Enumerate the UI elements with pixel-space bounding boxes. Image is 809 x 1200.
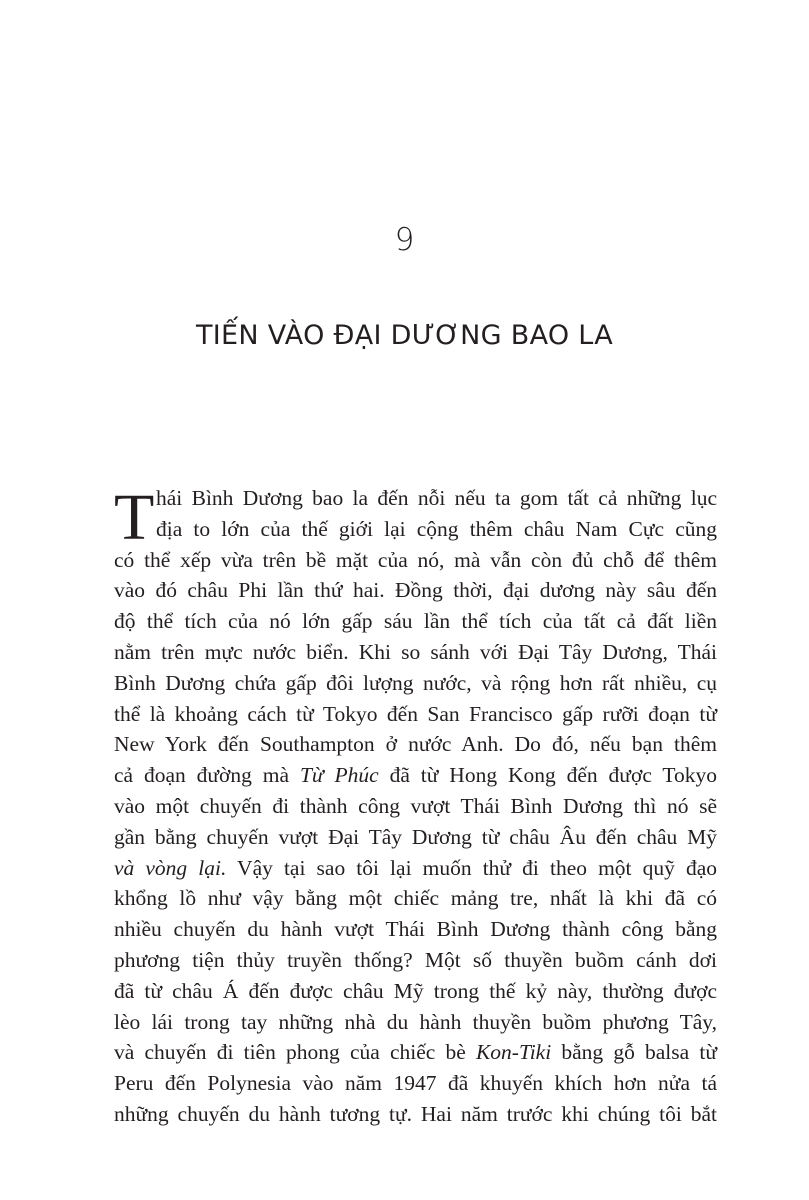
body-text: [114, 483, 717, 1130]
text-line: [114, 1068, 717, 1099]
text-line: [114, 914, 717, 945]
text-segment: khổng lồ như vậy bằng một chiếc mảng tre, nhất là khi đã có: [114, 886, 717, 911]
drop-cap: T: [114, 481, 155, 554]
text-segment: đã từ châu Á đến được châu Mỹ trong thế kỷ này, thường được: [114, 978, 717, 1003]
text-segment: nằm trên mực nước biển. Khi so sánh với Đại Tây Dương, Thái: [114, 639, 717, 664]
text-segment: nhiều chuyến du hành vượt Thái Bình Dương thành công bằng: [114, 917, 717, 942]
text-segment: những chuyến du hành tương tự. Hai năm trước khi chúng tôi bắt: [114, 1101, 717, 1126]
text-line: [114, 1099, 717, 1130]
text-line: [114, 729, 717, 760]
text-line: [114, 514, 717, 545]
text-line: [114, 822, 717, 853]
text-segment: có thể xếp vừa trên bề mặt của nó, mà vẫn còn đủ chỗ để thêm: [114, 547, 717, 572]
text-segment: và chuyến đi tiên phong của chiếc bè: [114, 1040, 476, 1065]
italic-text: Từ Phúc: [299, 763, 379, 788]
text-line: [114, 575, 717, 606]
text-line: [114, 483, 717, 514]
text-line: [114, 883, 717, 914]
text-line: [114, 760, 717, 791]
text-line: [114, 545, 717, 576]
italic-text: và vòng lại.: [114, 855, 227, 880]
text-segment: thể là khoảng cách từ Tokyo đến San Francisco gấp rưỡi đoạn từ: [114, 701, 717, 726]
text-segment: vào đó châu Phi lần thứ hai. Đồng thời, đại dương này sâu đến: [114, 578, 717, 603]
text-segment: Peru đến Polynesia vào năm 1947 đã khuyến khích hơn nửa tá: [114, 1071, 717, 1096]
chapter-number: 9: [394, 222, 415, 258]
text-segment: bằng gỗ balsa từ: [551, 1040, 717, 1065]
text-segment: phương tiện thủy truyền thống? Một số thuyền buồm cánh dơi: [114, 947, 717, 972]
text-segment: gần bằng chuyến vượt Đại Tây Dương từ châu Âu đến châu Mỹ: [114, 824, 717, 849]
text-segment: đã từ Hong Kong đến được Tokyo: [378, 763, 717, 788]
text-segment: độ thể tích của nó lớn gấp sáu lần thể tích của tất cả đất liền: [114, 609, 717, 634]
text-segment: vào một chuyến đi thành công vượt Thái Bình Dương thì nó sẽ: [114, 793, 717, 818]
text-line: [114, 668, 717, 699]
chapter-title: TIẾN VÀO ĐẠI DƯƠNG BAO LA: [195, 320, 614, 351]
text-segment: địa to lớn của thế giới lại cộng thêm châu Nam Cực cũng: [156, 516, 717, 541]
text-segment: cả đoạn đường mà: [114, 763, 300, 788]
text-line: [114, 1037, 717, 1068]
text-segment: Vậy tại sao tôi lại muốn thử đi theo một quỹ đạo: [226, 855, 717, 880]
text-segment: hái Bình Dương bao la đến nỗi nếu ta gom tất cả những lục: [156, 486, 717, 510]
text-line: [114, 945, 717, 976]
text-line: [114, 791, 717, 822]
text-segment: lèo lái trong tay những nhà du hành thuyền buồm phương Tây,: [114, 1009, 717, 1034]
text-line: [114, 606, 717, 637]
italic-text: Kon-Tiki: [475, 1040, 552, 1065]
text-segment: Bình Dương chứa gấp đôi lượng nước, và rộng hơn rất nhiều, cụ: [114, 670, 717, 695]
text-line: [114, 1007, 717, 1038]
text-line: [114, 976, 717, 1007]
text-line: [114, 637, 717, 668]
text-segment: New York đến Southampton ở nước Anh. Do đó, nếu bạn thêm: [114, 732, 717, 757]
text-line: [114, 699, 717, 730]
text-line: [114, 853, 717, 884]
